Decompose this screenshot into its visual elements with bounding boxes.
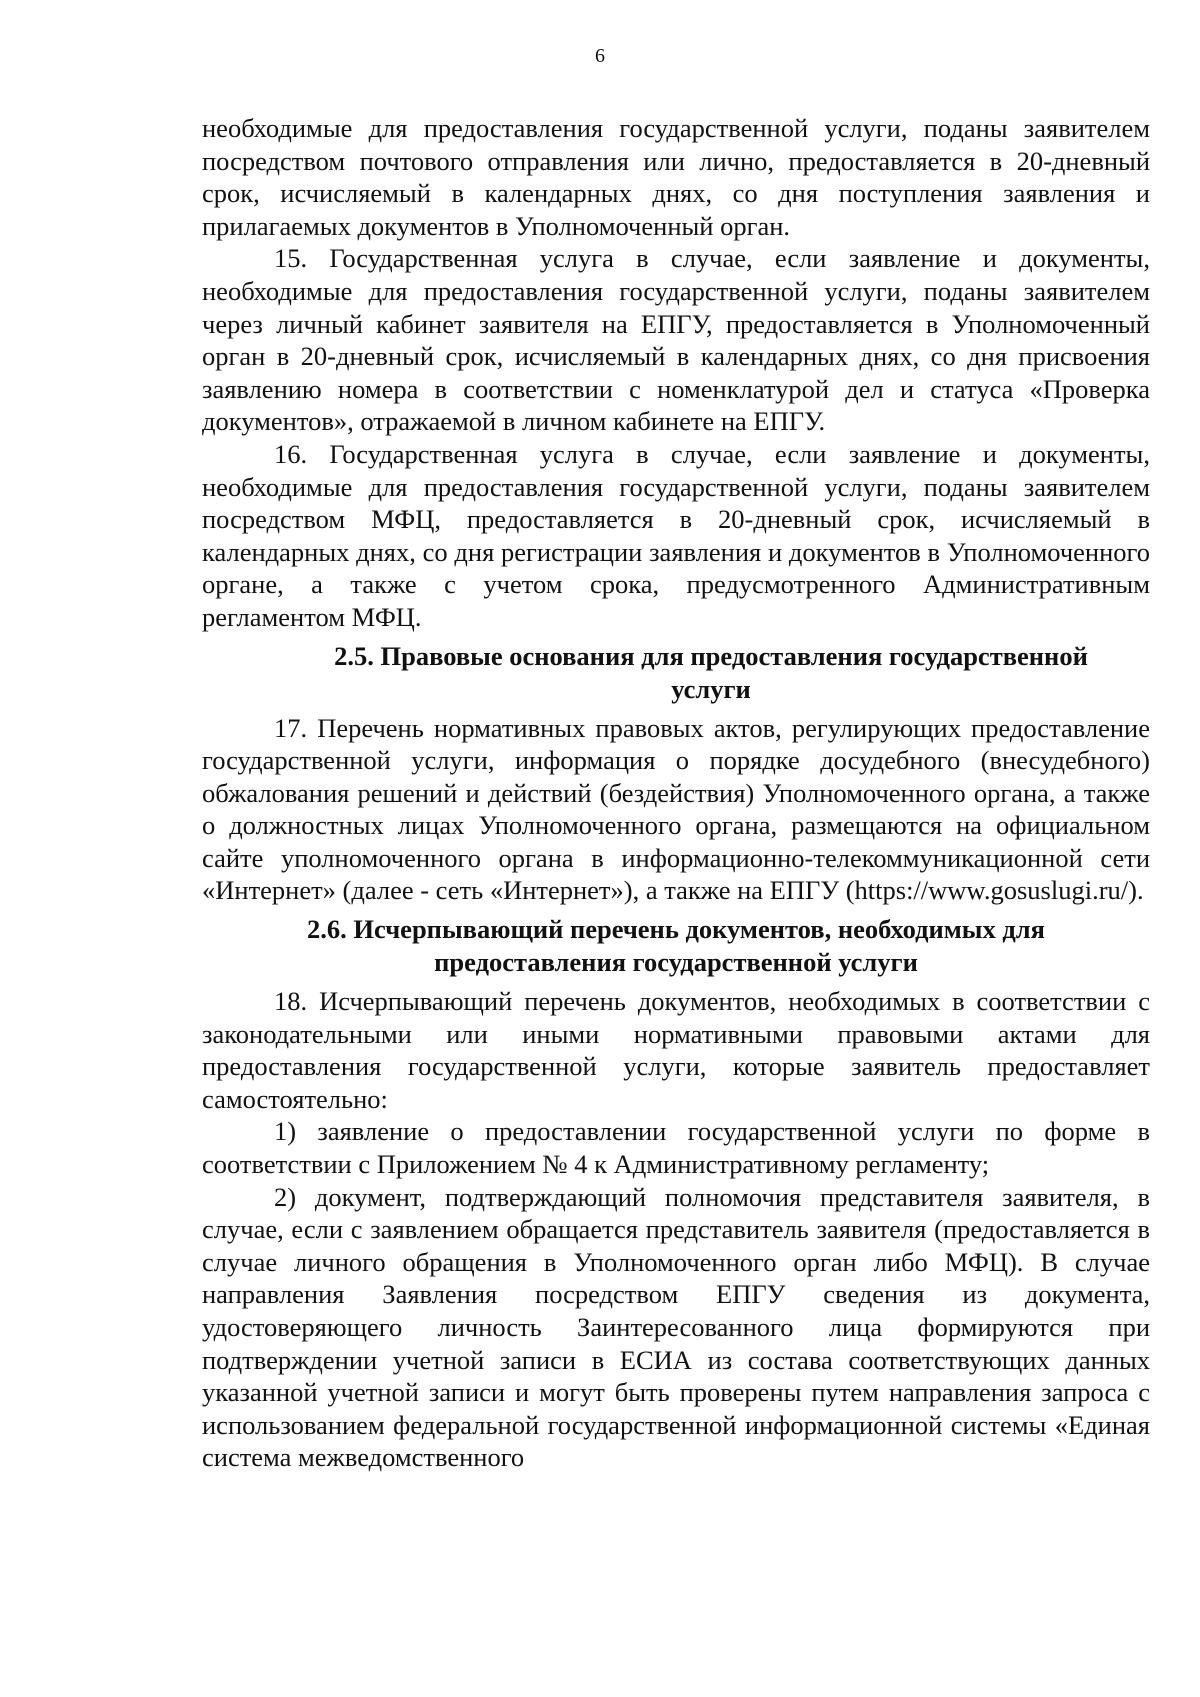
list-item-1: 1) заявление о предоставлении государственной услуги по форме в соответствии с Приложением № 4 к Административному регламенту; — [202, 1116, 1150, 1180]
section-heading-2-6-line1: 2.6. Исчерпывающий перечень документов, необходимых для — [307, 914, 1045, 945]
paragraph-18: 18. Исчерпывающий перечень документов, необходимых в соответствии с законодательными или иными нормативными правовыми актами для предоставления государственной услуги, которые заявитель предоставляет самостоятельно: — [202, 986, 1150, 1114]
section-heading-2-5-line2: услуги — [671, 673, 751, 704]
list-item-2: 2) документ, подтверждающий полномочия представителя заявителя, в случае, если с заявлением обращается представитель заявителя (предоставляется в случае личного обращения в Уполномоченного орган либо МФЦ). В случае направления Заявления посредством ЕПГУ сведения из документа, удостоверяющего личность Заинтересованного лица формируются при подтверждении учетной записи в ЕСИА из состава соответствующих данных указанной учетной записи и могут быть проверены путем направления запроса с использованием федеральной государственной информационной системы «Единая система межведомственного — [202, 1181, 1150, 1473]
paragraph-continuation: необходимые для предоставления государственной услуги, поданы заявителем посредством почтового отправления или лично, предоставляется в 20-дневный срок, исчисляемый в календарных днях, со дня поступления заявления и прилагаемых документов в Уполномоченный орган. — [202, 113, 1150, 241]
section-heading-2-6-line2: предоставления государственной услуги — [434, 947, 918, 978]
section-heading-2-5 — [202, 640, 1150, 706]
page-number: 6 — [595, 45, 605, 67]
section-heading-2-6 — [202, 913, 1150, 979]
paragraph-16: 16. Государственная услуга в случае, если заявление и документы, необходимые для предоставления государственной услуги, поданы заявителем посредством МФЦ, предоставляется в 20-дневный срок, исчисляемый в календарных днях, со дня регистрации заявления и документов в Уполномоченного органе, а также с учетом срока, предусмотренного Административным регламентом МФЦ. — [202, 438, 1150, 632]
paragraph-17: 17. Перечень нормативных правовых актов, регулирующих предоставление государственной услуги, информация о порядке досудебного (внесудебного) обжалования решений и действий (бездействия) Уполномоченного органа, а также о должностных лицах Уполномоченного органа, размещаются на официальном сайте уполномоченного органа в информационно-телекоммуникационной сети «Интернет» (далее - сеть «Интернет»), а также на ЕПГУ (https://www.gosuslugi.ru/). — [202, 712, 1150, 906]
document-body — [202, 112, 1150, 1474]
paragraph-15: 15. Государственная услуга в случае, если заявление и документы, необходимые для предоставления государственной услуги, поданы заявителем через личный кабинет заявителя на ЕПГУ, предоставляется в Уполномоченный орган в 20-дневный срок, исчисляемый в календарных днях, со дня присвоения заявлению номера в соответствии с номенклатурой дел и статуса «Проверка документов», отражаемой в личном кабинете на ЕПГУ. — [202, 243, 1150, 437]
section-heading-2-5-line1: 2.5. Правовые основания для предоставления государственной — [334, 640, 1088, 671]
